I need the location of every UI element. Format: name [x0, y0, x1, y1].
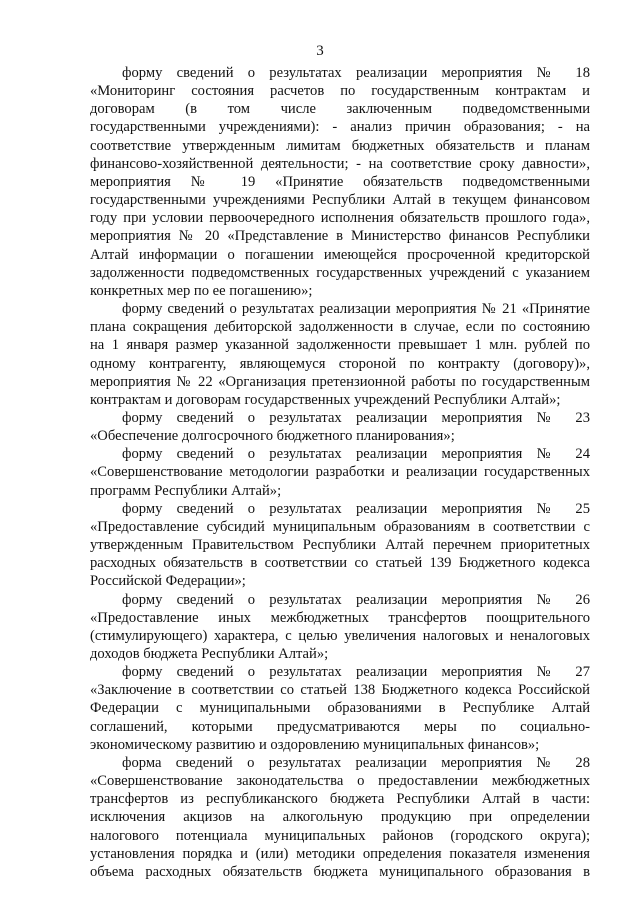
text-line: утвержденным Правительством Республики Алтай перечнем приоритетных: [90, 537, 590, 554]
paragraph: [90, 409, 590, 445]
text-line: программ Республики Алтай»;: [90, 482, 282, 499]
text-line: форму сведений о результатах реализации мероприятия № 25: [122, 500, 590, 517]
text-line: «Обеспечение долгосрочного бюджетного планирования»;: [90, 428, 455, 445]
text-line: задолженности подведомственных государственных учреждений с указанием: [90, 264, 590, 281]
text-line: «Заключение в соответствии со статьей 138 Бюджетного кодекса Российской: [90, 682, 590, 699]
text-line: экономическому развитию и оздоровлению муниципальных финансов»;: [90, 736, 540, 753]
text-line: финансово-хозяйственной деятельности; - на соответствие сроку давности»,: [90, 155, 590, 172]
text-line: форму сведений о результатах реализации мероприятия № 24: [122, 446, 590, 463]
text-line: форму сведений о результатах реализации мероприятия № 26: [122, 591, 590, 608]
text-line: на 1 января размер указанной задолженности превышает 1 млн. рублей по: [90, 337, 590, 354]
page-number: 3: [316, 43, 324, 59]
paragraph: [90, 754, 590, 881]
text-line: объема расходных обязательств бюджета муниципального образования в: [90, 863, 590, 880]
text-line: году при условии первоочередного исполнения обязательств прошлого года»,: [90, 210, 590, 227]
text-line: налогового потенциала муниципальных районов (городского округа);: [90, 827, 590, 844]
text-line: расходных обязательств в соответствии со статьей 139 Бюджетного кодекса: [90, 555, 590, 572]
text-line: «Совершенствование методологии разработки и реализации государственных: [90, 464, 590, 481]
text-line: форму сведений о результатах реализации мероприятия № 18: [122, 65, 590, 81]
text-line: мероприятия № 19 «Принятие обязательств подведомственными: [90, 173, 590, 190]
text-line: одному контрагенту, являющемуся стороной по контракту (договору)»,: [90, 355, 590, 372]
paragraph: [90, 663, 590, 754]
text-line: государственными учреждениями): - анализ причин образования; - на: [90, 119, 590, 136]
text-line: конкретных мер по ее погашению»;: [90, 282, 313, 299]
text-line: договорам (в том числе заключенным подведомственными: [90, 101, 590, 118]
text-line: трансфертов из республиканского бюджета Республики Алтай в части:: [90, 791, 590, 808]
paragraph: [90, 591, 590, 664]
paragraph: [90, 64, 590, 300]
text-line: плана сокращения дебиторской задолженности в случае, если по состоянию: [90, 319, 590, 336]
text-line: Алтай информации о погашении имеющейся просроченной кредиторской: [90, 246, 590, 263]
paragraph: [90, 300, 590, 409]
text-line: форму сведений о результатах реализации мероприятия № 23: [122, 409, 590, 426]
document-body: [90, 64, 590, 881]
text-line: соответствие утвержденным лимитам бюджетных обязательств и планам: [90, 137, 590, 154]
text-line: доходов бюджета Республики Алтай»;: [90, 646, 329, 662]
paragraph: [90, 500, 590, 591]
text-line: «Предоставление субсидий муниципальным образованиям в соответствии с: [90, 518, 590, 535]
text-line: установления порядка и (или) методики определения показателя изменения: [90, 845, 590, 862]
text-line: Российской Федерации»;: [90, 573, 246, 590]
text-line: форма сведений о результатах реализации мероприятия № 28: [122, 754, 590, 771]
text-line: Федерации с муниципальными образованиями в Республике Алтай: [90, 700, 590, 717]
text-line: «Предоставление иных межбюджетных трансфертов поощрительного: [90, 609, 590, 626]
text-line: исключения акцизов на алкогольную продукцию при определении: [90, 809, 590, 826]
text-line: (стимулирующего) характера, с целью увеличения налоговых и неналоговых: [90, 627, 590, 644]
paragraph: [90, 445, 590, 499]
text-line: форму сведений о результатах реализации мероприятия № 27: [122, 664, 590, 681]
text-line: «Совершенствование законодательства о предоставлении межбюджетных: [90, 773, 590, 790]
text-line: мероприятия № 20 «Представление в Министерство финансов Республики: [90, 228, 590, 245]
text-line: «Мониторинг состояния расчетов по государственным контрактам и: [90, 83, 590, 100]
text-line: контрактам и договорам государственных учреждений Республики Алтай»;: [90, 391, 561, 408]
text-line: государственными учреждениями Республики Алтай в текущем финансовом: [90, 192, 590, 209]
text-line: мероприятия № 22 «Организация претензионной работы по государственным: [90, 373, 590, 390]
text-line: форму сведений о результатах реализации мероприятия № 21 «Принятие: [122, 301, 590, 318]
text-line: соглашений, которыми предусматриваются меры по социально-: [90, 718, 590, 735]
